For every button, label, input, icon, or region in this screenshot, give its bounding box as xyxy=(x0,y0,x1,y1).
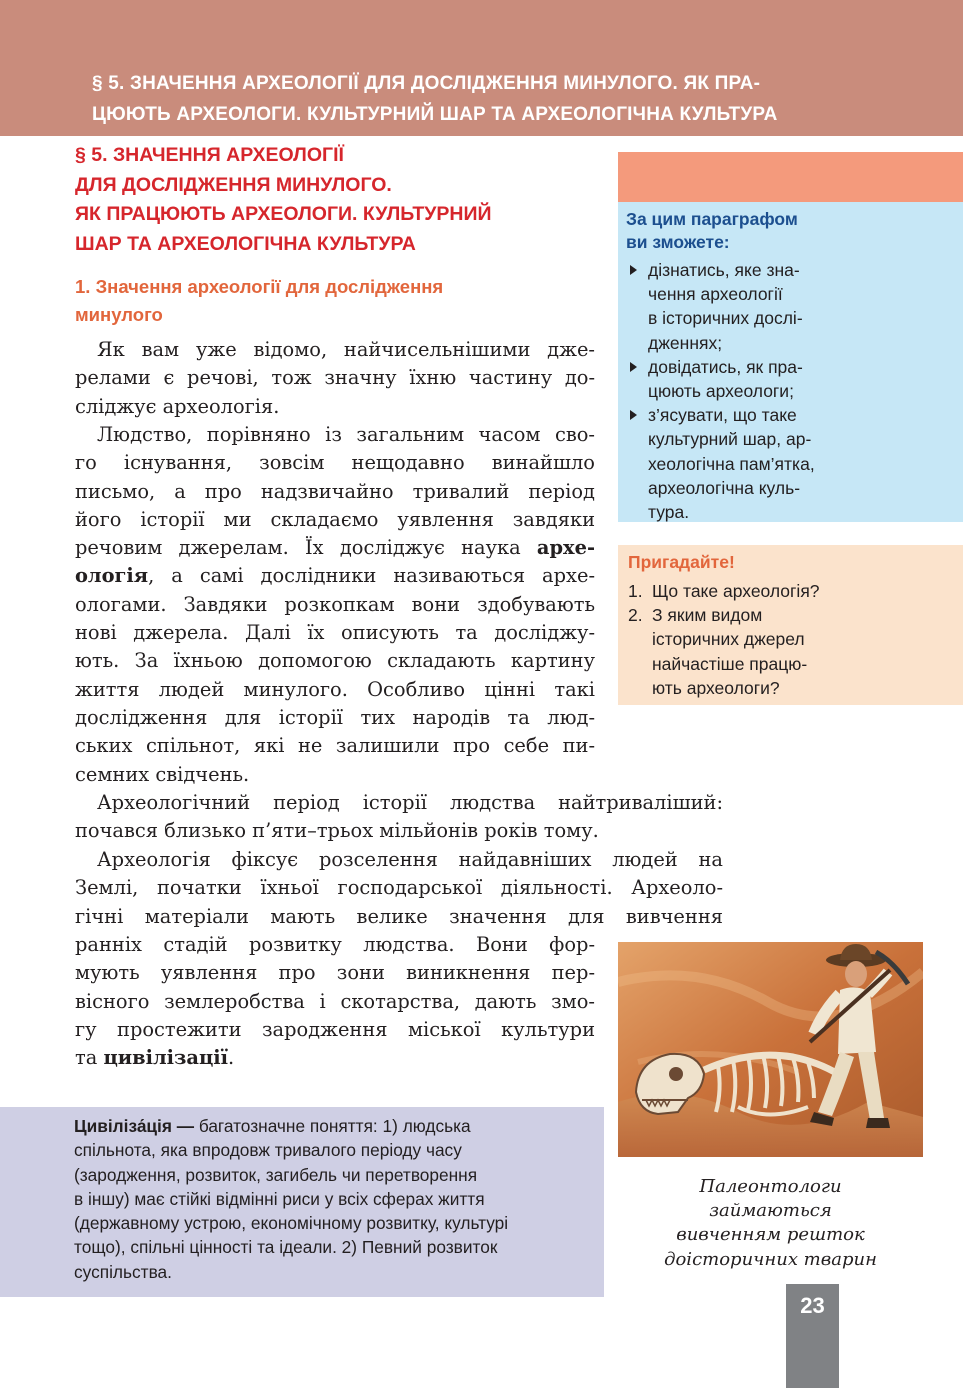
goals-title-line: ви зможете: xyxy=(626,231,730,252)
remember-line: історичних джерел xyxy=(652,629,805,650)
definition-line: спільнота, яка впродовж тривалого періоду часу xyxy=(74,1140,462,1161)
triangle-bullet-icon xyxy=(630,265,637,275)
text-line: ських спільнот, які не залишили про себе пи- xyxy=(75,734,595,758)
remember-line: Що таке археологія? xyxy=(652,581,820,601)
goal-line: хеологічна пам’ятка, xyxy=(648,453,815,474)
subheading xyxy=(75,273,595,329)
remember-list xyxy=(628,579,958,700)
text-line: Людство, порівняно із загальним часом сво- xyxy=(97,423,595,446)
goals-list xyxy=(630,258,950,524)
remember-item xyxy=(628,579,958,603)
definition-line: в іншу) має стійкі відмінні риси у всіх сферах життя xyxy=(74,1188,485,1209)
goals-title xyxy=(626,208,956,253)
running-header xyxy=(92,68,892,130)
remember-line: З яким видом xyxy=(652,605,763,626)
text-line: його історії ми складаємо уявлення завдяки xyxy=(75,507,595,531)
term-archaeology: ологія xyxy=(75,564,149,588)
photo-caption xyxy=(618,1175,923,1272)
goals-title-line: За цим параграфом xyxy=(626,209,798,229)
term-archaeology: архе- xyxy=(536,536,595,560)
text-line: ють. За їхньою допомогою складають картину xyxy=(75,649,595,673)
paragraph-1 xyxy=(75,336,595,421)
definition-term: Цивіліза́ція — xyxy=(74,1116,195,1136)
section-title xyxy=(75,141,595,259)
goal-item xyxy=(630,355,950,403)
triangle-bullet-icon xyxy=(630,410,637,420)
text-line: ранніх стадій розвитку людства. Вони фор- xyxy=(75,933,595,956)
running-header-line: § 5. ЗНАЧЕННЯ АРХЕОЛОГІЇ ДЛЯ ДОСЛІДЖЕННЯ МИНУЛОГО. ЯК ПРА- xyxy=(92,73,761,94)
remember-title: Пригадайте! xyxy=(628,552,735,572)
text-run: , а самі дослідники називаються архе- xyxy=(148,564,595,588)
section-title-line: ЯК ПРАЦЮЮТЬ АРХЕОЛОГИ. КУЛЬТУРНИЙ xyxy=(75,203,492,225)
text-line: семних свідчень. xyxy=(75,762,250,786)
goal-line: довідатись, як пра- xyxy=(648,356,803,377)
goals-header-bar xyxy=(618,152,963,202)
item-number: 1. xyxy=(628,581,643,601)
triangle-bullet-icon xyxy=(630,362,637,372)
caption-line: вивченням решток xyxy=(676,1224,865,1246)
section-title-line: § 5. ЗНАЧЕННЯ АРХЕОЛОГІЇ xyxy=(75,144,344,166)
text-line: життя людей минулого. Особливо цінні такі xyxy=(75,677,595,701)
goal-line: цюють археологи; xyxy=(648,381,794,402)
section-title-line: ШАР ТА АРХЕОЛОГІЧНА КУЛЬТУРА xyxy=(75,232,416,255)
definition-line: суспільства. xyxy=(74,1261,172,1282)
definition-text xyxy=(74,1114,594,1284)
text-line: Археологічний період історії людства найтриваліший: xyxy=(97,791,723,814)
text-line: гу простежити зародження міської культури xyxy=(75,1017,595,1041)
term-civilization: цивілізації xyxy=(103,1046,229,1070)
goal-line: археологічна куль- xyxy=(648,477,801,498)
text-line: релами є речові, тож значну їхню частину до- xyxy=(75,366,595,390)
definition-line: тощо), спільні цінності та ідеали. 2) Певний розвиток xyxy=(74,1237,498,1258)
goal-line: чення археології xyxy=(648,284,783,305)
paragraph-2 xyxy=(75,421,595,789)
definition-line: (державному устрою, економічному розвитку, культурі xyxy=(74,1213,509,1234)
goal-line: культурний шар, ар- xyxy=(648,429,812,450)
goal-line: в історичних дослі- xyxy=(648,308,803,329)
remember-line: найчастіше працю- xyxy=(652,653,808,674)
goal-line: дженнях; xyxy=(648,332,723,353)
caption-line: Палеонтологи xyxy=(699,1176,842,1197)
paleontologist-photo xyxy=(618,942,923,1157)
text-line xyxy=(75,534,595,562)
text-line: нові джерела. Далі їх описують та досліджу- xyxy=(75,621,595,645)
text-line: Як вам уже відомо, найчисельнішими дже- xyxy=(97,338,595,361)
caption-line: доісторичних тварин xyxy=(664,1248,877,1270)
text-line: го існування, зовсім нещодавно винайшло xyxy=(75,451,595,475)
subheading-line: минулого xyxy=(75,304,163,325)
text-line: вісного землеробства і скотарства, дають змо- xyxy=(75,989,595,1013)
text-run: багатозначне поняття: 1) людська xyxy=(194,1116,471,1136)
text-line xyxy=(75,562,595,590)
text-line: гічні матеріали мають велике значення для вивчення xyxy=(75,904,723,928)
text-line: почався близько п’яти–трьох мільйонів років тому. xyxy=(75,819,599,843)
text-line: ологами. Завдяки розкопкам вони здобувають xyxy=(75,592,595,616)
text-line: Землі, початки їхньої господарської діяльності. Археоло- xyxy=(75,876,723,900)
goal-item xyxy=(630,403,950,524)
paragraph-3 xyxy=(75,789,723,846)
subheading-line: 1. Значення археології для дослідження xyxy=(75,276,444,297)
text-run: та xyxy=(75,1046,104,1070)
paragraph-5 xyxy=(75,931,595,1072)
goal-line: дізнатись, яке зна- xyxy=(648,260,800,280)
text-line: Археологія фіксує розселення найдавніших людей на xyxy=(97,848,723,871)
text-line: дослідження для історії тих народів та люд- xyxy=(75,705,595,729)
text-run: . xyxy=(228,1046,235,1070)
caption-line: займаються xyxy=(709,1200,832,1222)
goal-line: з’ясувати, що таке xyxy=(648,405,797,426)
paragraph-4 xyxy=(75,846,723,931)
goal-line: тура. xyxy=(648,502,690,523)
definition-line: (зародження, розвиток, загибель чи перетворення xyxy=(74,1164,478,1185)
text-line: письмо, а про надзвичайно тривалий період xyxy=(75,479,595,503)
text-line: сліджує археологія. xyxy=(75,394,280,418)
remember-item xyxy=(628,603,958,700)
text-run: речовим джерелам. Їх досліджує наука xyxy=(75,536,537,560)
section-title-line: ДЛЯ ДОСЛІДЖЕННЯ МИНУЛОГО. xyxy=(75,173,392,196)
definition-line xyxy=(74,1114,594,1138)
photo-illustration xyxy=(618,942,923,1157)
text-line xyxy=(75,1044,595,1072)
text-line: мують уявлення про зони виникнення пер- xyxy=(75,961,595,985)
page-number: 23 xyxy=(800,1293,825,1318)
goal-item xyxy=(630,258,950,355)
item-number: 2. xyxy=(628,605,643,626)
remember-line: ють археологи? xyxy=(652,677,780,698)
running-header-line: ЦЮЮТЬ АРХЕОЛОГИ. КУЛЬТУРНИЙ ШАР ТА АРХЕОЛОГІЧНА КУЛЬТУРА xyxy=(92,104,778,125)
